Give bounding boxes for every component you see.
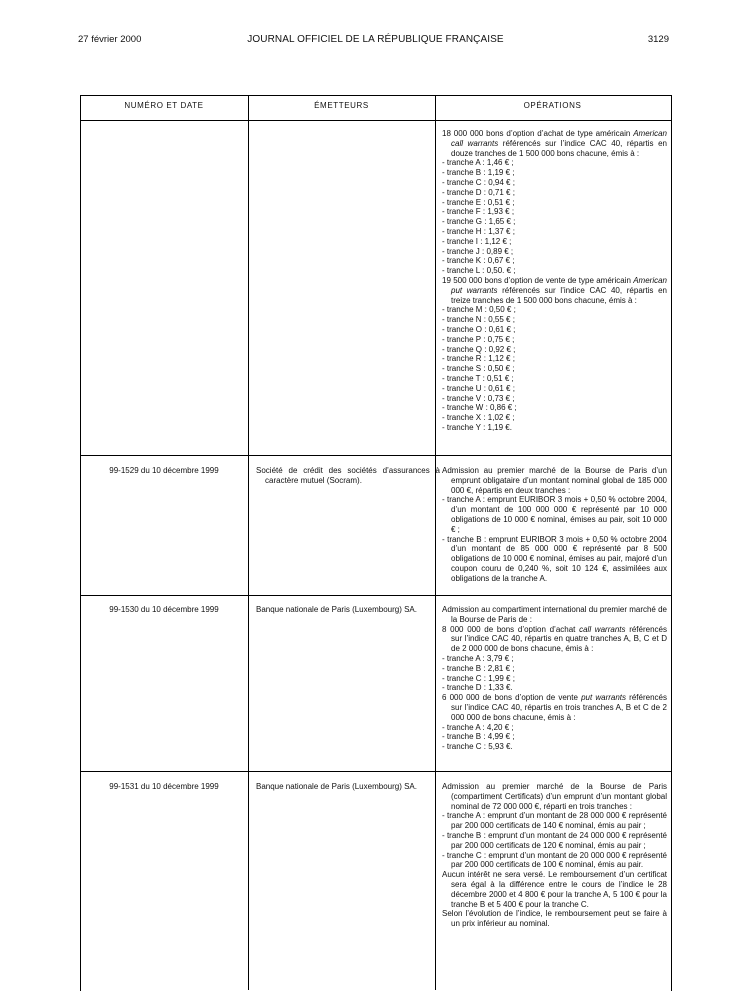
list-item: - tranche O : 0,61 € ; bbox=[442, 324, 516, 334]
list-item: - tranche K : 0,67 € ; bbox=[442, 256, 515, 266]
list-item: - tranche Y : 1,19 €. bbox=[442, 422, 512, 432]
list-item: - tranche H : 1,37 € ; bbox=[442, 226, 515, 236]
list-item: - tranche L : 0,50. € ; bbox=[442, 266, 516, 276]
list-item: - tranche C : 1,99 € ; bbox=[442, 673, 515, 683]
list-item: - tranche R : 1,12 € ; bbox=[442, 354, 515, 364]
operation-paragraph: Admission au premier marché de la Bourse de Paris (compartiment Certificats) d’un emprunt d’un montant global nominal de 72 000 000 €, réparti en trois tranches : bbox=[442, 782, 667, 811]
list-item: - tranche F : 1,93 € ; bbox=[442, 207, 515, 217]
operation-paragraph: 18 000 000 bons d’option d’achat de type américain American call warrants référencés sur l’indice CAC 40, répartis en douze tranches de 1 500 000 bons chacune, émis à : bbox=[442, 129, 668, 158]
issuer-name: Banque nationale de Paris (Luxembourg) SA. bbox=[256, 605, 417, 614]
list-item: - tranche D : 1,33 €. bbox=[442, 683, 513, 693]
decision-number: 99-1530 du 10 décembre 1999 bbox=[109, 605, 219, 614]
column-header-emetteurs: ÉMETTEURS bbox=[314, 101, 369, 110]
row-divider bbox=[80, 120, 671, 121]
list-item: - tranche W : 0,86 € ; bbox=[442, 403, 517, 413]
list-item: - tranche B : 1,19 € ; bbox=[442, 168, 515, 178]
operation-paragraph: 19 500 000 bons d’option de vente de type américain American put warrants référencés sur l’indice CAC 40, répartis en treize tranches de 1 500 000 bons chacune, émis à : bbox=[442, 275, 667, 305]
list-item: - tranche V : 0,73 € ; bbox=[442, 393, 515, 403]
operation-paragraph: 8 000 000 de bons d’option d’achat call warrants référencés sur l’indice CAC 40, répartis en quatre tranches A, B, C et D de 2 000 000 de bons chacune, émis à : bbox=[442, 624, 667, 654]
list-item: - tranche N : 0,55 € ; bbox=[442, 315, 515, 325]
column-divider bbox=[248, 95, 249, 990]
list-item: - tranche P : 0,75 € ; bbox=[442, 334, 515, 344]
page-number: 3129 bbox=[647, 34, 669, 45]
operations-cell bbox=[442, 782, 667, 929]
row-divider bbox=[80, 595, 671, 596]
operation-paragraph: - tranche A : emprunt d’un montant de 28 000 000 € représenté par 200 000 certificats de 140 € nominal, émis au pair ; bbox=[442, 811, 667, 831]
list-item: - tranche Q : 0,92 € ; bbox=[442, 344, 516, 354]
list-item: - tranche I : 1,12 € ; bbox=[442, 236, 512, 246]
operation-paragraph: Aucun intérêt ne sera versé. Le remboursement d’un certificat sera égal à la différence entre le cours de l’indice le 28 décembre 2000 et 4 800 € pour la tranche A, 5 100 € pour la tranche B et 5 400 € pour la tranche C. bbox=[442, 870, 667, 909]
decision-number: 99-1531 du 10 décembre 1999 bbox=[109, 782, 219, 791]
column-header-numero: NUMÉRO ET DATE bbox=[124, 101, 204, 110]
operation-paragraph: Admission au premier marché de la Bourse de Paris d’un emprunt obligataire d’un montant nominal global de 185 000 000 €, répartis en deux tranches : bbox=[442, 466, 667, 495]
list-item: - tranche S : 0,50 € ; bbox=[442, 364, 515, 374]
list-item: - tranche E : 0,51 € ; bbox=[442, 197, 515, 207]
row-divider bbox=[80, 455, 671, 456]
page-header bbox=[0, 34, 751, 48]
operations-cell bbox=[442, 129, 667, 433]
list-item: - tranche B : 4,99 € ; bbox=[442, 732, 515, 742]
operation-paragraph: 6 000 000 de bons d’option de vente put warrants référencés sur l’indice CAC 40, répartis en trois tranches A, B et C de 2 000 000 de bons chacune, émis à : bbox=[442, 693, 667, 722]
operation-paragraph: - tranche C : emprunt d’un montant de 20 000 000 € représenté par 200 000 certificats de 100 € nominal, émis au pair. bbox=[442, 850, 667, 870]
list-item: - tranche X : 1,02 € ; bbox=[442, 413, 515, 423]
list-item: - tranche A : 4,20 € ; bbox=[442, 722, 514, 732]
list-item: - tranche C : 0,94 € ; bbox=[442, 177, 515, 187]
operations-cell bbox=[442, 466, 667, 584]
list-item: - tranche A : 3,79 € ; bbox=[442, 653, 514, 663]
operation-paragraph: Selon l’évolution de l’indice, le remboursement peut se faire à un prix inférieur au nominal. bbox=[442, 909, 667, 929]
column-divider bbox=[435, 95, 436, 990]
operation-paragraph: Admission au compartiment international du premier marché de la Bourse de Paris de : bbox=[442, 605, 667, 624]
decision-number: 99-1529 du 10 décembre 1999 bbox=[109, 466, 219, 475]
list-item: - tranche U : 0,61 € ; bbox=[442, 383, 515, 393]
operations-cell bbox=[442, 605, 667, 752]
issuer-name: Banque nationale de Paris (Luxembourg) SA. bbox=[256, 782, 417, 791]
list-item: - tranche C : 5,93 €. bbox=[442, 742, 513, 752]
issuer-name: Société de crédit des sociétés d’assurances à caractère mutuel (Socram). bbox=[256, 466, 440, 485]
operation-paragraph: - tranche B : emprunt EURIBOR 3 mois + 0,50 % octobre 2004 d’un montant de 85 000 000 € représenté par 8 500 obligations de 10 000 € nominal, émises au pair, majoré d’un coupon couru de 0,240 %, soit 10 124 €, assimilées aux obligations de la tranche A. bbox=[442, 534, 667, 583]
journal-title: JOURNAL OFFICIEL DE LA RÉPUBLIQUE FRANÇAISE bbox=[247, 34, 504, 45]
row-divider bbox=[80, 771, 671, 772]
list-item: - tranche M : 0,50 € ; bbox=[442, 305, 516, 315]
list-item: - tranche J : 0,89 € ; bbox=[442, 246, 514, 256]
header-date: 27 février 2000 bbox=[78, 34, 142, 45]
operation-paragraph: - tranche B : emprunt d’un montant de 24 000 000 € représenté par 200 000 certificats de 120 € nominal, émis au pair ; bbox=[442, 830, 667, 850]
list-item: - tranche B : 2,81 € ; bbox=[442, 663, 515, 673]
list-item: - tranche G : 1,65 € ; bbox=[442, 217, 516, 227]
list-item: - tranche A : 1,46 € ; bbox=[442, 158, 514, 168]
list-item: - tranche D : 0,71 € ; bbox=[442, 187, 515, 197]
list-item: - tranche T : 0,51 € ; bbox=[442, 373, 514, 383]
operation-paragraph: - tranche A : emprunt EURIBOR 3 mois + 0,50 % octobre 2004, d’un montant de 100 000 000 € représenté par 10 000 obligations de 10 000 € nominal, émises au pair, soit 10 000 € ; bbox=[442, 495, 667, 534]
column-header-operations: OPÉRATIONS bbox=[523, 101, 582, 110]
